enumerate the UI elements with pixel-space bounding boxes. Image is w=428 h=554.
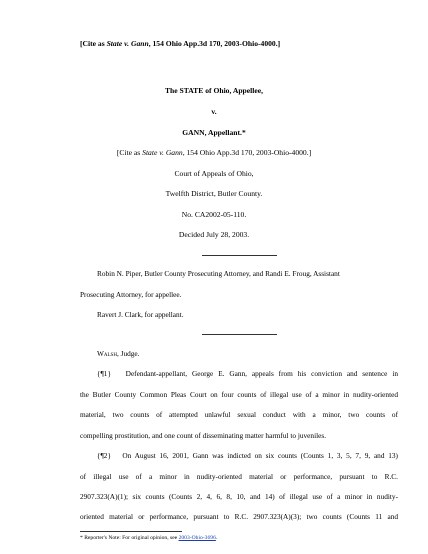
paragraph-1-line-2: the Butler County Common Pleas Court on four counts of illegal use of a minor in nudity-oriented (80, 390, 398, 399)
paragraph-2-mark: {¶2} (97, 451, 111, 460)
section-divider (202, 255, 277, 256)
case-number: No. CA2002-05-110. (181, 210, 247, 219)
caption-versus: v. (211, 107, 217, 116)
counsel-appellee-line1: Robin N. Piper, Butler County Prosecuting Attorney, and Randi E. Froug, Assistant (97, 269, 340, 278)
footnote (80, 535, 217, 541)
judge-line (97, 349, 139, 358)
caption-appellant: GANN, Appellant.* (182, 128, 246, 137)
paragraph-1-line-1 (97, 369, 398, 378)
counsel-appellant: Ravert J. Clark, for appellant. (97, 310, 184, 319)
footnote-end: . (215, 535, 218, 541)
paragraph-1-line-3: material, two counts of attempted unlawful sexual conduct with a minor, two counts of (80, 410, 398, 419)
paragraph-1-mark: {¶1} (97, 369, 111, 378)
counsel-appellee-line2: Prosecuting Attorney, for appellee. (80, 290, 182, 299)
caption-cite: [Cite as State v. Gann, 154 Ohio App.3d 170, 2003-Ohio-4000.] (116, 148, 312, 157)
paragraph-1-text: Defendant-appellant, George E. Gann, appeals from his conviction and sentence in (125, 369, 398, 378)
paragraph-1-line-4: compelling prostitution, and one count of disseminating matter harmful to juveniles. (80, 431, 327, 440)
decision-date: Decided July 28, 2003. (178, 230, 250, 239)
footnote-marker: * (80, 535, 83, 541)
caption-appellee: The STATE of Ohio, Appellee, (164, 86, 264, 95)
footnote-rule (80, 531, 182, 532)
footnote-text: Reporter's Note: For original opinion, see (82, 535, 179, 541)
paragraph-2-line-1 (97, 451, 398, 460)
original-opinion-link[interactable]: 2003-Ohio-3696 (178, 535, 216, 541)
court-name: Court of Appeals of Ohio, (174, 169, 254, 178)
paragraph-2-line-2: of illegal use of a minor in nudity-oriented material or performance, pursuant to R.C. (80, 472, 398, 481)
judge-name: Walsh (97, 349, 117, 358)
judge-title: , Judge. (116, 349, 140, 358)
header-citation: [Cite as State v. Gann, 154 Ohio App.3d 170, 2003-Ohio-4000.] (80, 39, 281, 48)
court-district: Twelfth District, Butler County. (165, 189, 263, 198)
paragraph-2-line-4: oriented material or performance, pursuant to R.C. 2907.323(A)(3); two counts (Counts 11 and (80, 512, 398, 521)
paragraph-2-text: On August 16, 2001, Gann was indicted on six counts (Counts 1, 3, 5, 7, 9, and 13) (122, 451, 398, 460)
section-divider-2 (202, 334, 277, 335)
paragraph-2-line-3: 2907.323(A)(1); six counts (Counts 2, 4, 6, 8, 10, and 14) of illegal use of a minor in nudity- (80, 492, 398, 501)
